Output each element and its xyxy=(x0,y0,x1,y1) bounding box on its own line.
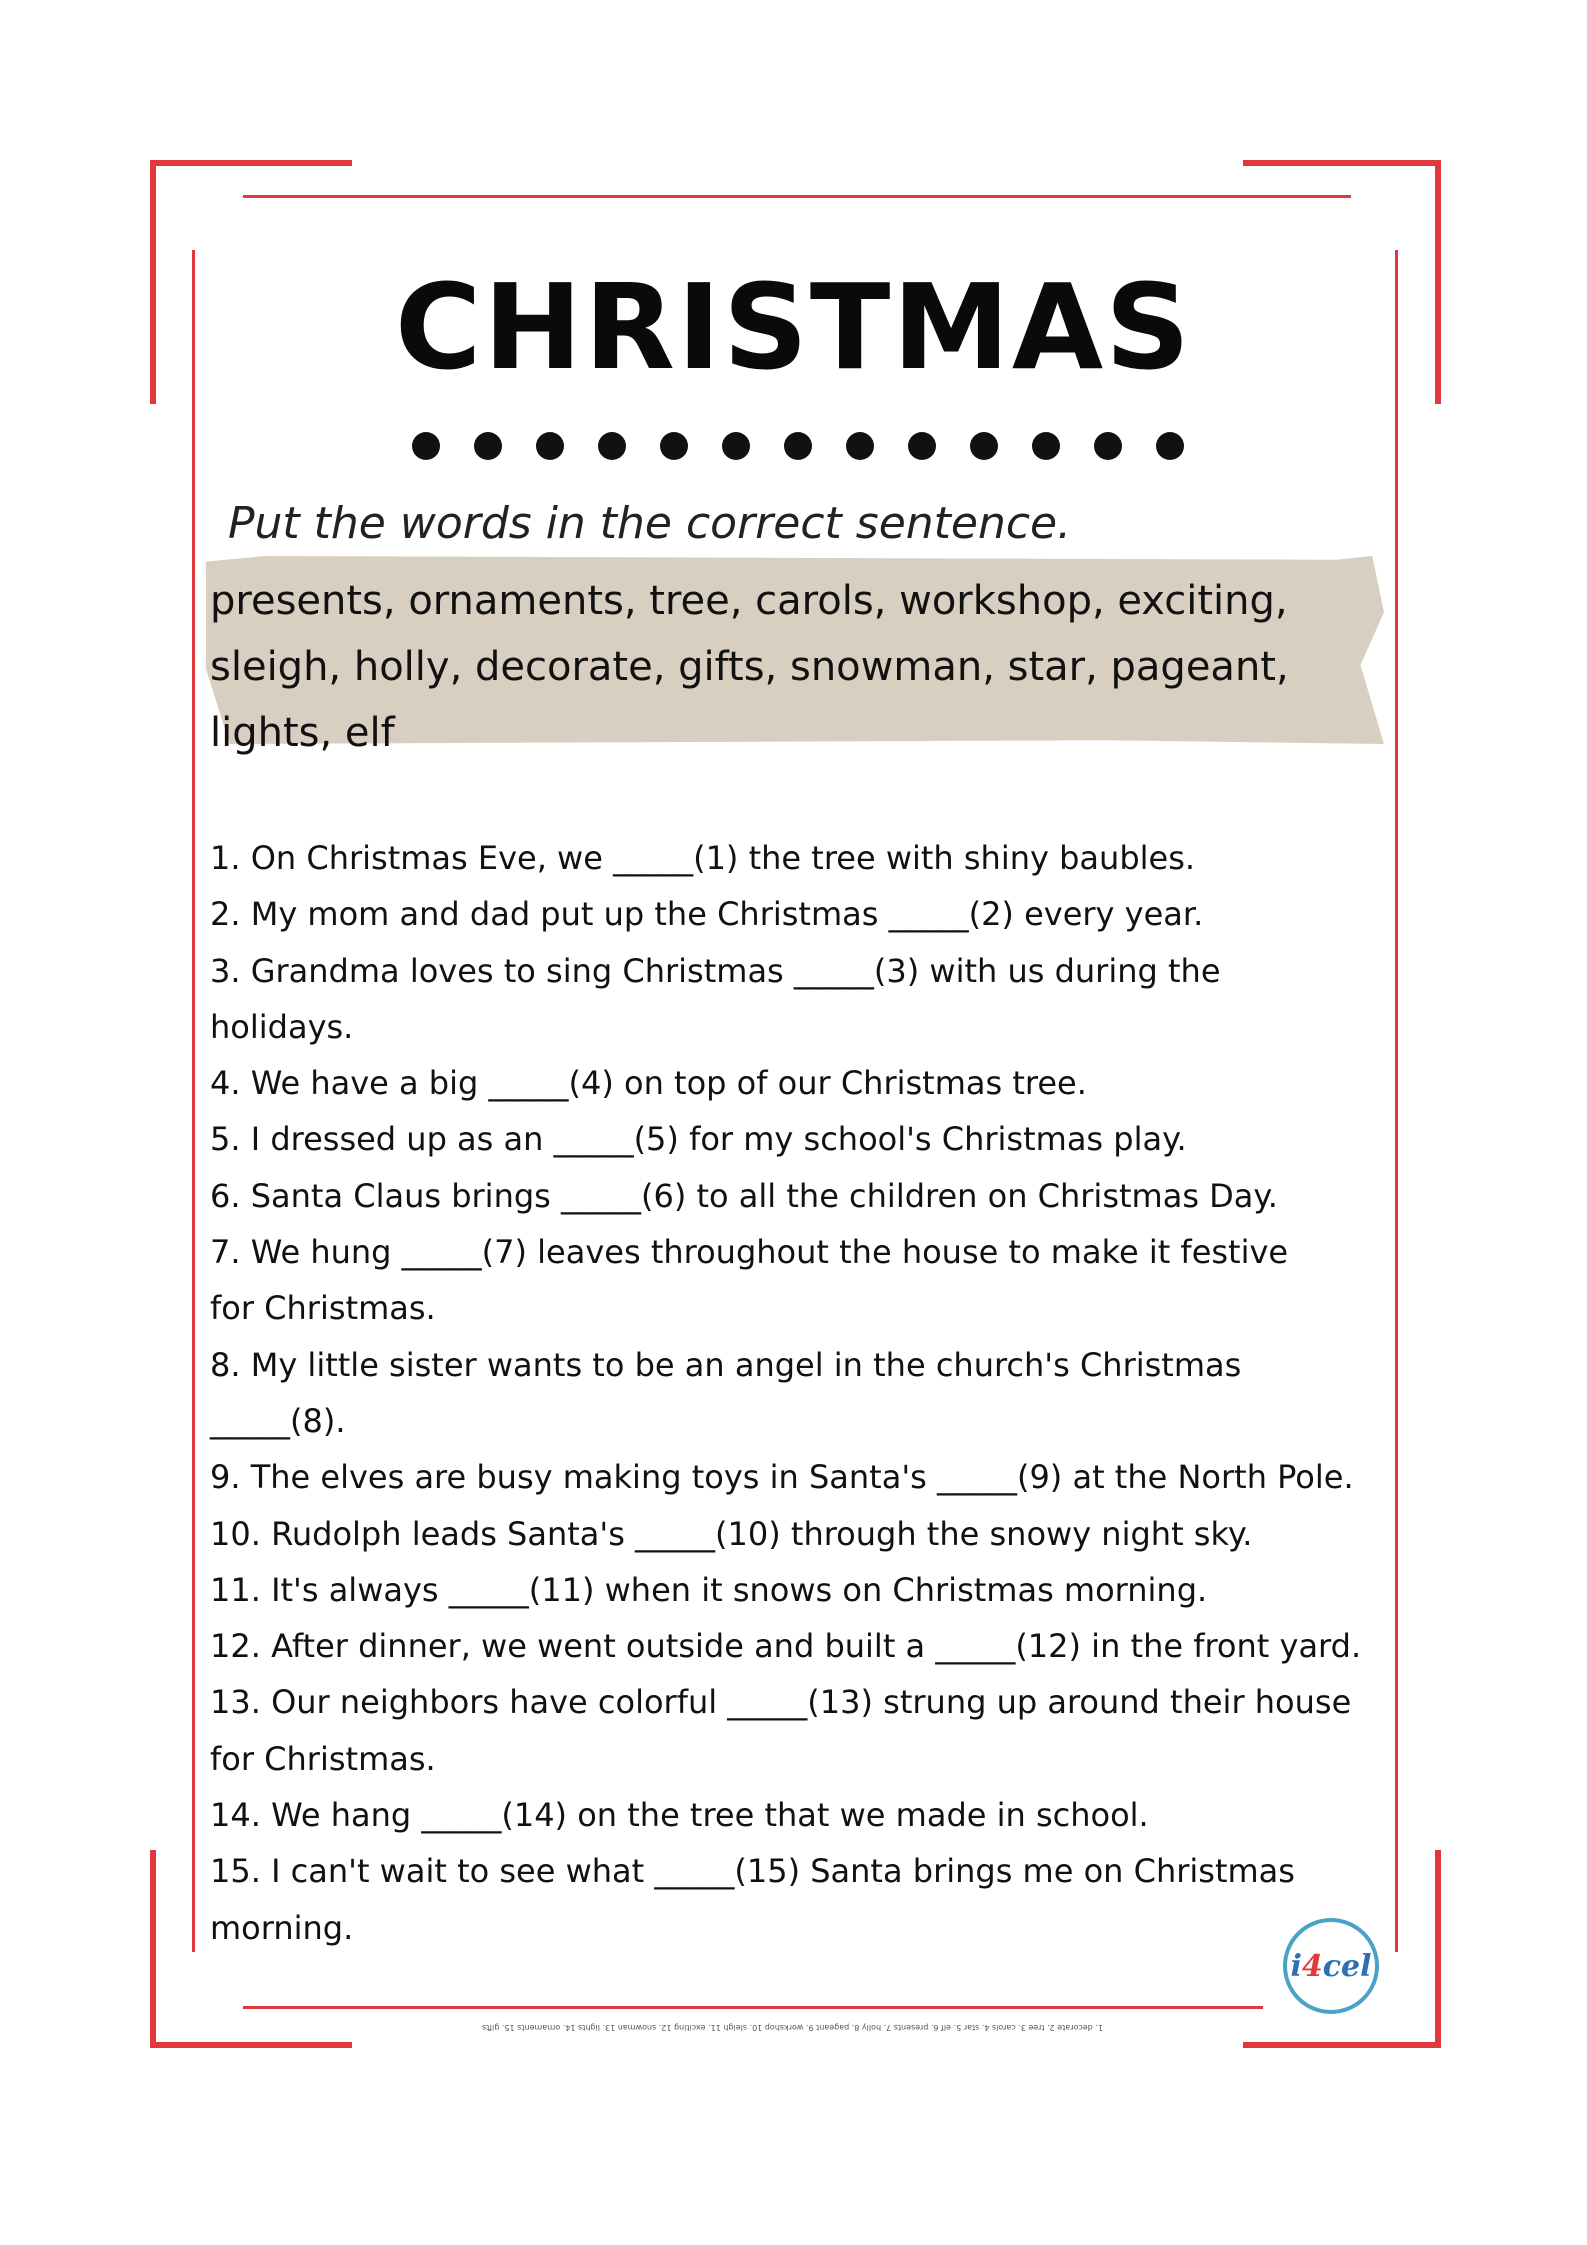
word-bank-line: lights, elf xyxy=(210,710,395,756)
dot xyxy=(908,432,936,460)
frame-bottom-left-v xyxy=(150,1850,156,2048)
sentence-line: 11. It's always _____(11) when it snows on Christmas morning. xyxy=(210,1570,1208,1609)
frame-inner-left xyxy=(192,250,195,1952)
logo-text-cel: cel xyxy=(1322,1948,1372,1984)
answer-key: 1. decorate 2. tree 3. carols 4. star 5. elf 6. presents 7. holly 8. pageant 9. workshop 10. sleigh 11. exciting 12. snowman 13. lights 14. ornaments 15. gifts xyxy=(482,2023,1103,2032)
sentence-line: 4. We have a big _____(4) on top of our Christmas tree. xyxy=(210,1064,1087,1103)
sentence-line: 9. The elves are busy making toys in Santa's _____(9) at the North Pole. xyxy=(210,1458,1354,1497)
frame-inner-right xyxy=(1395,250,1398,1952)
sentence-line: 3. Grandma loves to sing Christmas _____(3) with us during the xyxy=(210,951,1221,990)
sentence-line: for Christmas. xyxy=(210,1739,436,1778)
sentence-line: _____(8). xyxy=(210,1401,346,1440)
word-bank-line: presents, ornaments, tree, carols, workshop, exciting, xyxy=(210,578,1288,624)
sentence-line: 5. I dressed up as an _____(5) for my school's Christmas play. xyxy=(210,1120,1187,1159)
sentence-line: 12. After dinner, we went outside and built a _____(12) in the front yard. xyxy=(210,1627,1362,1666)
dot xyxy=(474,432,502,460)
frame-inner-top xyxy=(243,195,1351,198)
sentence-line: 13. Our neighbors have colorful _____(13) strung up around their house xyxy=(210,1683,1352,1722)
dot xyxy=(536,432,564,460)
frame-inner-bottom xyxy=(243,2006,1263,2009)
logo-text-4: 4 xyxy=(1301,1948,1323,1984)
sentence-line: for Christmas. xyxy=(210,1289,436,1328)
i4cel-logo xyxy=(1283,1918,1379,2014)
instruction-text: Put the words in the correct sentence. xyxy=(228,498,1072,549)
dot xyxy=(412,432,440,460)
dot xyxy=(846,432,874,460)
frame-top-left-h xyxy=(150,160,352,166)
word-bank xyxy=(210,568,1360,766)
sentence-line: 8. My little sister wants to be an angel in the church's Christmas xyxy=(210,1345,1242,1384)
sentence-line: morning. xyxy=(210,1908,354,1947)
frame-top-right-h xyxy=(1243,160,1441,166)
dot xyxy=(1094,432,1122,460)
frame-bottom-right-v xyxy=(1435,1850,1441,2048)
sentence-line: holidays. xyxy=(210,1007,354,1046)
dot-divider xyxy=(412,426,1188,466)
dot xyxy=(1032,432,1060,460)
dot xyxy=(722,432,750,460)
sentence-line: 15. I can't wait to see what _____(15) Santa brings me on Christmas xyxy=(210,1852,1295,1891)
logo-text-i: i xyxy=(1290,1948,1302,1984)
sentence-line: 10. Rudolph leads Santa's _____(10) through the snowy night sky. xyxy=(210,1514,1253,1553)
sentence-line: 14. We hang _____(14) on the tree that we made in school. xyxy=(210,1796,1149,1835)
dot xyxy=(970,432,998,460)
word-bank-line: sleigh, holly, decorate, gifts, snowman, star, pageant, xyxy=(210,644,1289,690)
sentence-line: 6. Santa Claus brings _____(6) to all the children on Christmas Day. xyxy=(210,1176,1278,1215)
frame-bottom-right-h xyxy=(1243,2042,1441,2048)
dot xyxy=(660,432,688,460)
sentence-line: 2. My mom and dad put up the Christmas _____(2) every year. xyxy=(210,895,1204,934)
dot xyxy=(598,432,626,460)
sentence-line: 7. We hung _____(7) leaves throughout the house to make it festive xyxy=(210,1233,1289,1272)
sentence-list xyxy=(210,830,1390,1956)
page-title: CHRISTMAS xyxy=(394,258,1193,396)
frame-bottom-left-h xyxy=(150,2042,352,2048)
sentence-line: 1. On Christmas Eve, we _____(1) the tree with shiny baubles. xyxy=(210,839,1196,877)
dot xyxy=(784,432,812,460)
dot xyxy=(1156,432,1184,460)
